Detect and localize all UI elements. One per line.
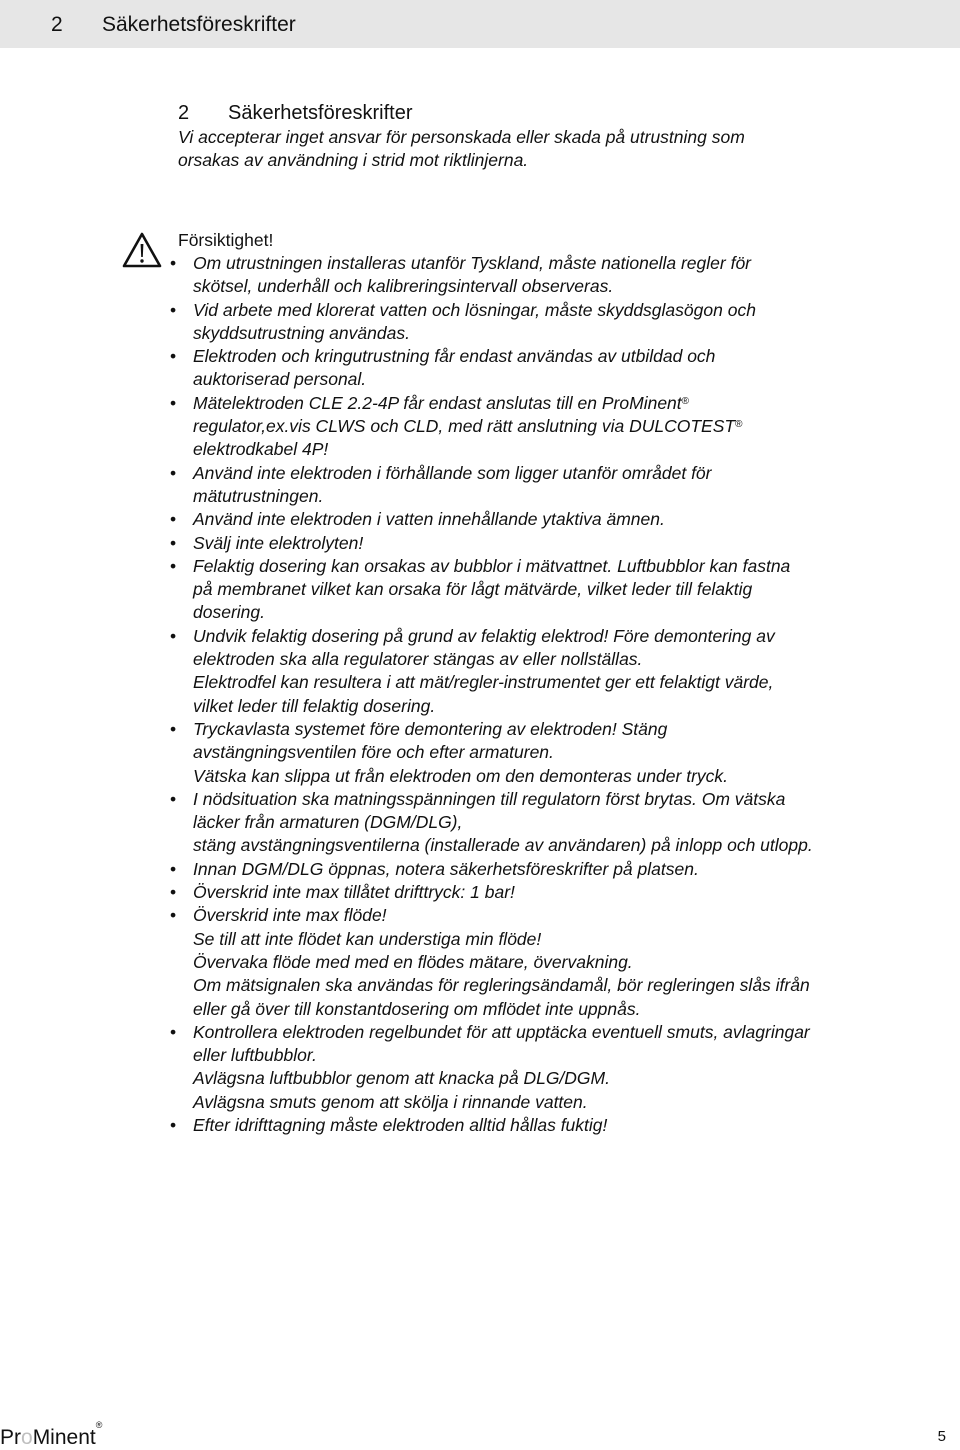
bullet-icon: • <box>170 462 177 483</box>
section-number: 2 <box>178 102 190 124</box>
caution-item-line: Tryckavlasta systemet före demontering av elektroden! Stäng <box>193 718 668 739</box>
caution-item <box>170 532 900 555</box>
caution-item <box>170 1021 900 1114</box>
bullet-icon: • <box>170 299 177 320</box>
bullet-icon: • <box>170 532 177 553</box>
caution-heading: Försiktighet! <box>178 230 274 250</box>
caution-item <box>170 858 900 881</box>
bullet-icon: • <box>170 718 177 739</box>
caution-item-line: Innan DGM/DLG öppnas, notera säkerhetsföreskrifter på platsen. <box>193 858 699 879</box>
chapter-number: 2 <box>51 13 63 36</box>
chapter-title: Säkerhetsföreskrifter <box>102 13 296 36</box>
caution-item <box>170 345 900 392</box>
caution-item-line: Vid arbete med klorerat vatten och lösningar, måste skyddsglasögon och <box>193 299 756 320</box>
caution-list <box>170 252 900 1137</box>
caution-item-line: Om mätsignalen ska användas för regleringsändamål, bör regleringen slås ifrån <box>193 975 810 996</box>
caution-item <box>170 625 900 718</box>
disclaimer-text <box>178 126 878 173</box>
caution-item-line: eller luftbubblor. <box>193 1045 317 1066</box>
caution-item <box>170 555 900 625</box>
caution-item-line: Avlägsna luftbubblor genom att knacka på DLG/DGM. <box>193 1068 610 1089</box>
bullet-icon: • <box>170 555 177 576</box>
caution-item <box>170 904 900 1020</box>
caution-item-line: Efter idrifttagning måste elektroden alltid hållas fuktig! <box>193 1114 608 1135</box>
warning-triangle-icon <box>122 232 162 268</box>
chapter-header <box>0 0 960 48</box>
bullet-icon: • <box>170 882 177 903</box>
caution-item-line: skötsel, underhåll och kalibreringsintervall observeras. <box>193 276 614 297</box>
bullet-icon: • <box>170 788 177 809</box>
caution-item-line: Övervaka flöde med med en flödes mätare, övervakning. <box>193 951 633 972</box>
caution-item <box>170 1114 900 1137</box>
caution-item <box>170 392 900 462</box>
bullet-icon: • <box>170 392 177 413</box>
caution-item-line: skyddsutrustning användas. <box>193 322 410 343</box>
caution-item-line: Elektrodfel kan resultera i att mät/regler-instrumentet ger ett felaktigt värde, <box>193 672 774 693</box>
caution-item-line: Använd inte elektroden i vatten innehållande ytaktiva ämnen. <box>193 509 665 530</box>
caution-item-line: auktoriserad personal. <box>193 369 367 390</box>
caution-item <box>170 508 900 531</box>
caution-item-line: elektroden ska alla regulatorer stängas av eller nollställas. <box>193 649 643 670</box>
section-heading <box>178 101 413 125</box>
caution-item-line: dosering. <box>193 602 265 623</box>
caution-item-line: Om utrustningen installeras utanför Tyskland, måste nationella regler för <box>193 253 752 273</box>
caution-item-line: I nödsituation ska matningsspänningen till regulatorn först brytas. Om vätska <box>193 788 786 809</box>
caution-item-line: Elektroden och kringutrustning får endast användas av utbildad och <box>193 346 716 367</box>
caution-item-line: Mätelektroden CLE 2.2-4P får endast anslutas till en ProMinent® <box>193 392 690 413</box>
caution-item-line: Undvik felaktig dosering på grund av felaktig elektrod! Före demontering av <box>193 625 775 646</box>
caution-item <box>170 881 900 904</box>
caution-item-line: vilket leder till felaktig dosering. <box>193 695 436 716</box>
bullet-icon: • <box>170 346 177 367</box>
caution-item-line: Överskrid inte max flöde! <box>193 905 387 926</box>
caution-item <box>170 252 900 299</box>
caution-item-line: eller gå över till konstantdosering om mflödet inte uppnås. <box>193 998 641 1019</box>
bullet-icon: • <box>170 1021 177 1042</box>
bullet-icon: • <box>170 905 177 926</box>
prominent-logo: ProMinent® <box>0 1420 103 1449</box>
caution-item <box>170 462 900 509</box>
caution-item-line: Se till att inte flödet kan understiga min flöde! <box>193 928 542 949</box>
caution-item-line: Använd inte elektroden i förhållande som ligger utanför området för <box>193 462 712 483</box>
bullet-icon: • <box>170 253 177 273</box>
page-number: 5 <box>937 1428 946 1445</box>
caution-item-line: Avlägsna smuts genom att skölja i rinnande vatten. <box>193 1091 588 1112</box>
bullet-icon: • <box>170 858 177 879</box>
caution-item-line: Kontrollera elektroden regelbundet för att upptäcka eventuell smuts, avlagringar <box>193 1021 810 1042</box>
caution-item-line: på membranet vilket kan orsaka för lågt mätvärde, vilket leder till felaktig <box>193 579 753 600</box>
caution-item-line: elektrodkabel 4P! <box>193 439 329 460</box>
caution-item-line: avstängningsventilen före och efter armaturen. <box>193 742 554 763</box>
caution-item-line: Svälj inte elektrolyten! <box>193 532 364 553</box>
bullet-icon: • <box>170 509 177 530</box>
disclaimer-line: orsakas av användning i strid mot riktlinjerna. <box>178 150 529 171</box>
caution-item <box>170 718 900 788</box>
caution-item-line: läcker från armaturen (DGM/DLG), <box>193 812 463 833</box>
caution-item-line: mätutrustningen. <box>193 485 324 506</box>
caution-item-line: Överskrid inte max tillåtet drifttryck: 1 bar! <box>193 882 515 903</box>
bullet-icon: • <box>170 1114 177 1135</box>
section-title: Säkerhetsföreskrifter <box>228 102 413 124</box>
caution-item-line: stäng avstängningsventilerna (installerade av användaren) på inlopp och utlopp. <box>193 835 813 856</box>
bullet-icon: • <box>170 625 177 646</box>
caution-item <box>170 788 900 858</box>
caution-item-line: regulator,ex.vis CLWS och CLD, med rätt anslutning via DULCOTEST® <box>193 416 743 437</box>
disclaimer-line: Vi accepterar inget ansvar för personskada eller skada på utrustning som <box>178 127 745 147</box>
caution-item <box>170 299 900 346</box>
caution-item-line: Felaktig dosering kan orsakas av bubblor i mätvattnet. Luftbubblor kan fastna <box>193 555 791 576</box>
caution-item-line: Vätska kan slippa ut från elektroden om den demonteras under tryck. <box>193 765 729 786</box>
